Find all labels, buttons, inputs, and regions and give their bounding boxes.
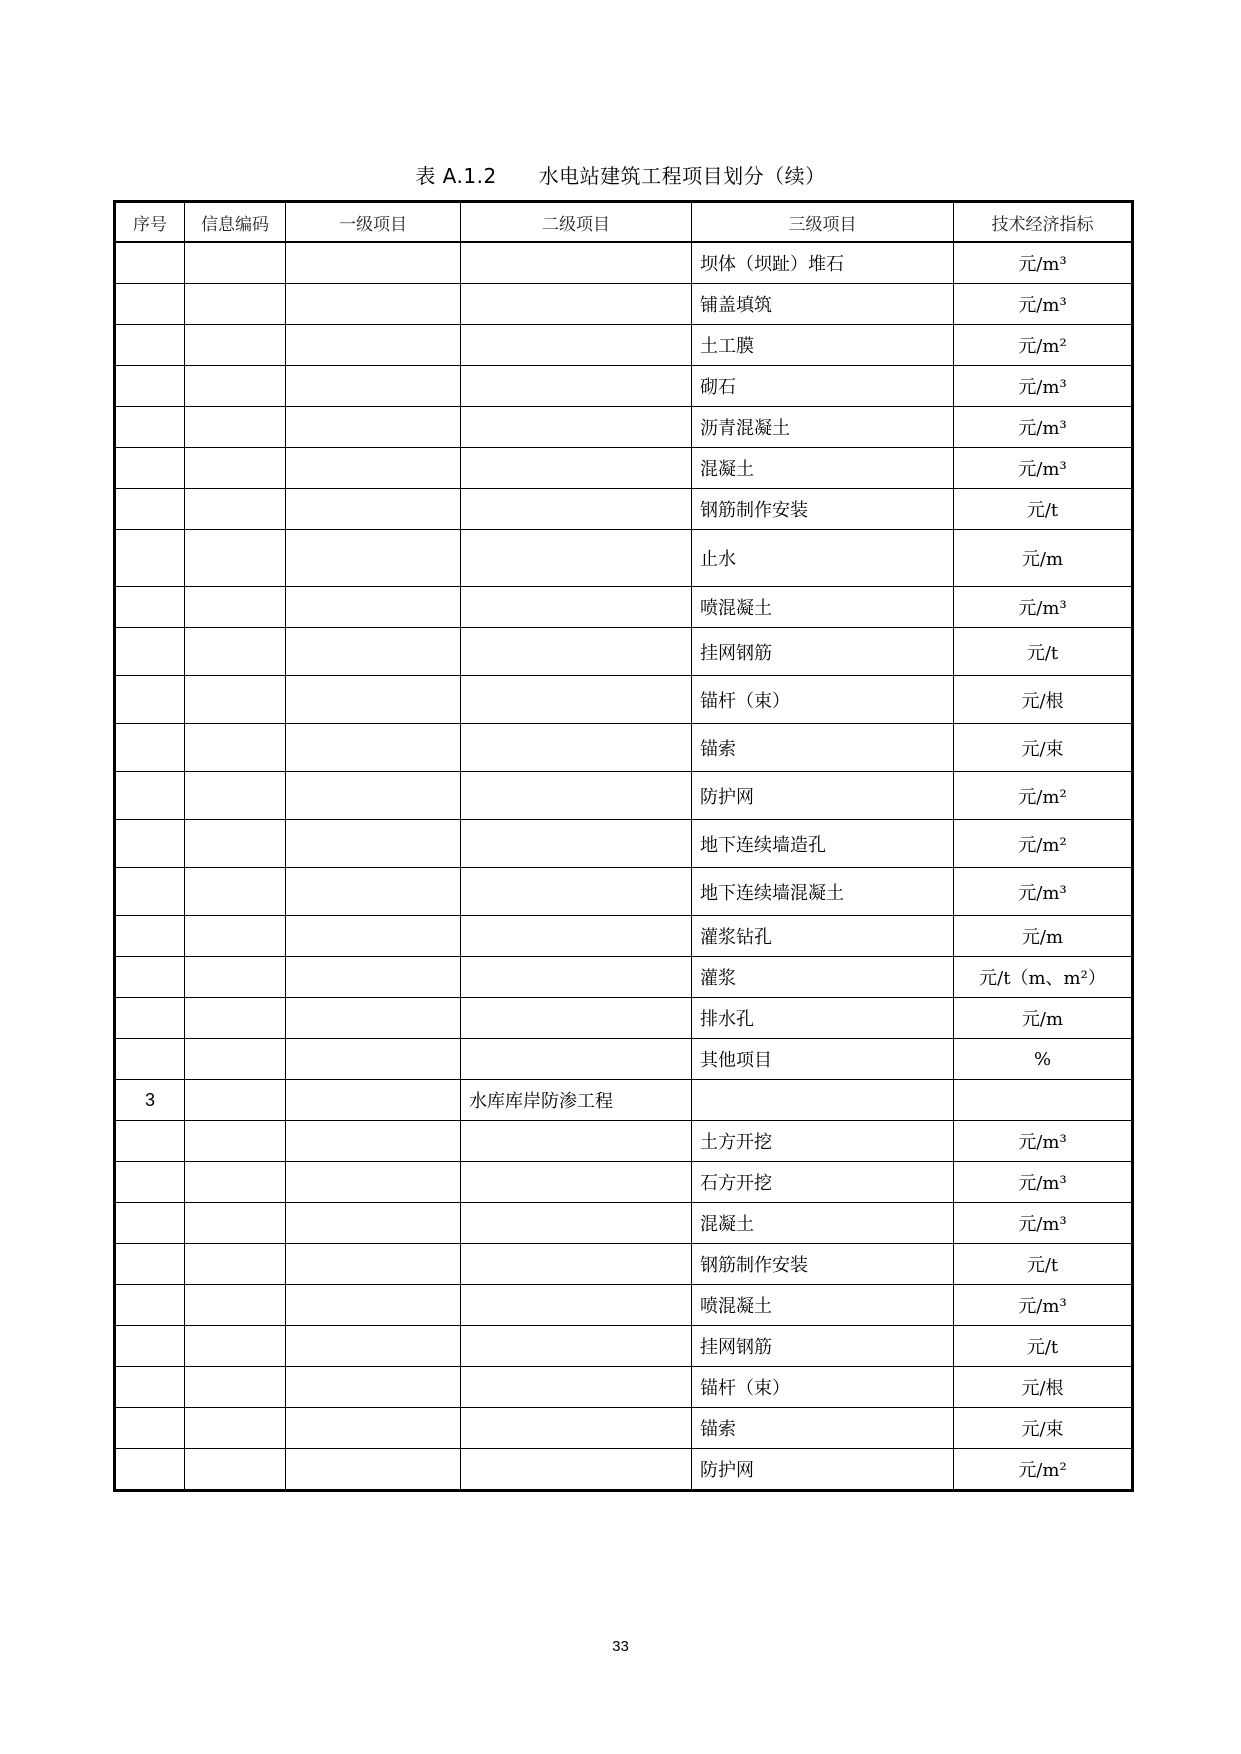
- row-level2: [461, 587, 692, 628]
- row-level2: [461, 1285, 692, 1326]
- table-row: [115, 325, 1133, 366]
- row-seq: [115, 587, 185, 628]
- header-info-code: 信息编码: [185, 202, 286, 243]
- row-seq: [115, 1244, 185, 1285]
- row-level1: [286, 1326, 461, 1367]
- row-level3: 挂网钢筋: [692, 628, 954, 676]
- table-row: [115, 1162, 1133, 1203]
- row-info-code: [185, 628, 286, 676]
- row-seq: [115, 1326, 185, 1367]
- table-row: [115, 820, 1133, 868]
- row-indicator: 元/t: [954, 489, 1133, 530]
- row-seq: [115, 1162, 185, 1203]
- row-seq: 3: [115, 1080, 185, 1121]
- row-level2: [461, 628, 692, 676]
- row-indicator: %: [954, 1039, 1133, 1080]
- row-level2: [461, 366, 692, 407]
- header-indicator: 技术经济指标: [954, 202, 1133, 243]
- row-level1: [286, 530, 461, 587]
- row-seq: [115, 1203, 185, 1244]
- row-seq: [115, 489, 185, 530]
- row-info-code: [185, 587, 286, 628]
- table-row: [115, 1080, 1133, 1121]
- row-level2: [461, 1162, 692, 1203]
- row-level3: 锚杆（束）: [692, 1367, 954, 1408]
- row-seq: [115, 916, 185, 957]
- row-seq: [115, 628, 185, 676]
- row-level1: [286, 998, 461, 1039]
- row-level2: [461, 1244, 692, 1285]
- table-row: [115, 916, 1133, 957]
- table-row: [115, 1203, 1133, 1244]
- table-row: [115, 284, 1133, 325]
- table-row: [115, 530, 1133, 587]
- row-level2: [461, 242, 692, 284]
- row-seq: [115, 1367, 185, 1408]
- row-info-code: [185, 489, 286, 530]
- row-level3: 石方开挖: [692, 1162, 954, 1203]
- row-info-code: [185, 998, 286, 1039]
- row-info-code: [185, 530, 286, 587]
- row-level2: [461, 448, 692, 489]
- row-info-code: [185, 916, 286, 957]
- row-seq: [115, 407, 185, 448]
- table-row: [115, 489, 1133, 530]
- row-level1: [286, 724, 461, 772]
- table-row: [115, 998, 1133, 1039]
- row-level1: [286, 1408, 461, 1449]
- row-level2: [461, 1326, 692, 1367]
- header-level3: 三级项目: [692, 202, 954, 243]
- header-seq: 序号: [115, 202, 185, 243]
- row-seq: [115, 242, 185, 284]
- row-seq: [115, 1039, 185, 1080]
- table-number: 表 A.1.2: [415, 164, 497, 188]
- row-level3: 砌石: [692, 366, 954, 407]
- row-level1: [286, 1285, 461, 1326]
- row-indicator: 元/m²: [954, 325, 1133, 366]
- row-info-code: [185, 820, 286, 868]
- table-row: [115, 407, 1133, 448]
- row-level1: [286, 407, 461, 448]
- row-level3: 锚索: [692, 1408, 954, 1449]
- row-indicator: 元/根: [954, 676, 1133, 724]
- row-seq: [115, 1121, 185, 1162]
- row-level3: 喷混凝土: [692, 1285, 954, 1326]
- header-level1: 一级项目: [286, 202, 461, 243]
- table-row: [115, 724, 1133, 772]
- row-level3: 喷混凝土: [692, 587, 954, 628]
- row-level2: [461, 1408, 692, 1449]
- row-info-code: [185, 325, 286, 366]
- row-indicator: 元/根: [954, 1367, 1133, 1408]
- row-seq: [115, 530, 185, 587]
- row-indicator: 元/m³: [954, 1121, 1133, 1162]
- row-indicator: 元/m: [954, 530, 1133, 587]
- row-level2: [461, 724, 692, 772]
- row-level1: [286, 242, 461, 284]
- row-level3: 排水孔: [692, 998, 954, 1039]
- row-info-code: [185, 772, 286, 820]
- table-row: [115, 772, 1133, 820]
- row-indicator: 元/m³: [954, 1203, 1133, 1244]
- row-indicator: 元/m³: [954, 1162, 1133, 1203]
- row-indicator: 元/m: [954, 916, 1133, 957]
- row-seq: [115, 724, 185, 772]
- table-row: [115, 957, 1133, 998]
- row-indicator: 元/m³: [954, 587, 1133, 628]
- row-seq: [115, 325, 185, 366]
- row-level1: [286, 284, 461, 325]
- row-level3: 土工膜: [692, 325, 954, 366]
- table-row: [115, 1408, 1133, 1449]
- row-level1: [286, 1367, 461, 1408]
- row-info-code: [185, 448, 286, 489]
- row-seq: [115, 820, 185, 868]
- row-indicator: 元/t: [954, 628, 1133, 676]
- row-info-code: [185, 1080, 286, 1121]
- table-row: [115, 1367, 1133, 1408]
- row-level1: [286, 676, 461, 724]
- table-row: [115, 366, 1133, 407]
- row-level1: [286, 916, 461, 957]
- row-seq: [115, 1285, 185, 1326]
- row-seq: [115, 676, 185, 724]
- row-seq: [115, 1449, 185, 1491]
- row-level1: [286, 1203, 461, 1244]
- row-indicator: 元/m³: [954, 448, 1133, 489]
- row-level1: [286, 587, 461, 628]
- row-info-code: [185, 676, 286, 724]
- row-seq: [115, 284, 185, 325]
- row-info-code: [185, 1367, 286, 1408]
- row-level2: [461, 676, 692, 724]
- table-row: [115, 587, 1133, 628]
- table-row: [115, 1039, 1133, 1080]
- row-level3: 铺盖填筑: [692, 284, 954, 325]
- row-level1: [286, 489, 461, 530]
- row-level2: [461, 1367, 692, 1408]
- table-header-row: [115, 202, 1133, 243]
- row-indicator: 元/m²: [954, 1449, 1133, 1491]
- row-level2: [461, 820, 692, 868]
- row-level3: 土方开挖: [692, 1121, 954, 1162]
- row-level1: [286, 448, 461, 489]
- row-indicator: 元/m³: [954, 366, 1133, 407]
- row-level3: 灌浆: [692, 957, 954, 998]
- row-level2: [461, 957, 692, 998]
- table-body: [115, 242, 1133, 1491]
- row-level3: 地下连续墙造孔: [692, 820, 954, 868]
- header-level2: 二级项目: [461, 202, 692, 243]
- row-level1: [286, 957, 461, 998]
- row-level2: [461, 1449, 692, 1491]
- row-indicator: 元/m³: [954, 868, 1133, 916]
- row-info-code: [185, 868, 286, 916]
- row-level1: [286, 1121, 461, 1162]
- row-info-code: [185, 1244, 286, 1285]
- row-seq: [115, 772, 185, 820]
- table-row: [115, 1285, 1133, 1326]
- row-indicator: [954, 1080, 1133, 1121]
- row-info-code: [185, 284, 286, 325]
- row-level3: 锚杆（束）: [692, 676, 954, 724]
- table-row: [115, 448, 1133, 489]
- row-level1: [286, 868, 461, 916]
- row-info-code: [185, 407, 286, 448]
- row-level3: 混凝土: [692, 1203, 954, 1244]
- row-indicator: 元/m³: [954, 284, 1133, 325]
- row-info-code: [185, 1039, 286, 1080]
- row-level2: [461, 530, 692, 587]
- row-indicator: 元/m³: [954, 407, 1133, 448]
- table-row: [115, 628, 1133, 676]
- row-level2: [461, 407, 692, 448]
- row-level2: [461, 1039, 692, 1080]
- row-level3: 止水: [692, 530, 954, 587]
- row-level1: [286, 366, 461, 407]
- row-level1: [286, 628, 461, 676]
- row-level1: [286, 1162, 461, 1203]
- row-level3: 混凝土: [692, 448, 954, 489]
- row-indicator: 元/m²: [954, 820, 1133, 868]
- row-level3: 防护网: [692, 1449, 954, 1491]
- row-seq: [115, 998, 185, 1039]
- table-caption: [0, 160, 1241, 189]
- row-level3: 坝体（坝趾）堆石: [692, 242, 954, 284]
- row-info-code: [185, 366, 286, 407]
- table-title: 水电站建筑工程项目划分（续）: [538, 164, 826, 188]
- table-row: [115, 1449, 1133, 1491]
- row-info-code: [185, 242, 286, 284]
- row-indicator: 元/束: [954, 724, 1133, 772]
- row-level1: [286, 1449, 461, 1491]
- row-level3: 灌浆钻孔: [692, 916, 954, 957]
- row-info-code: [185, 1162, 286, 1203]
- row-level3: 其他项目: [692, 1039, 954, 1080]
- table-row: [115, 242, 1133, 284]
- row-indicator: 元/t: [954, 1326, 1133, 1367]
- row-level2: [461, 916, 692, 957]
- row-level2: [461, 284, 692, 325]
- row-level1: [286, 772, 461, 820]
- row-level2: [461, 998, 692, 1039]
- row-level3: 地下连续墙混凝土: [692, 868, 954, 916]
- row-info-code: [185, 1121, 286, 1162]
- row-level3: [692, 1080, 954, 1121]
- row-indicator: 元/t: [954, 1244, 1133, 1285]
- table-row: [115, 676, 1133, 724]
- row-level1: [286, 1080, 461, 1121]
- row-level3: 钢筋制作安装: [692, 1244, 954, 1285]
- row-level2: [461, 1203, 692, 1244]
- row-level2: 水库库岸防渗工程: [461, 1080, 692, 1121]
- row-indicator: 元/m: [954, 998, 1133, 1039]
- row-seq: [115, 1408, 185, 1449]
- row-level2: [461, 868, 692, 916]
- row-level3: 挂网钢筋: [692, 1326, 954, 1367]
- row-level1: [286, 1244, 461, 1285]
- row-level3: 沥青混凝土: [692, 407, 954, 448]
- row-info-code: [185, 1449, 286, 1491]
- table-row: [115, 1121, 1133, 1162]
- page-number: 33: [612, 1638, 629, 1655]
- row-level3: 锚索: [692, 724, 954, 772]
- row-level2: [461, 1121, 692, 1162]
- row-seq: [115, 957, 185, 998]
- row-seq: [115, 448, 185, 489]
- project-division-table: [113, 200, 1134, 1492]
- row-seq: [115, 366, 185, 407]
- row-indicator: 元/m³: [954, 1285, 1133, 1326]
- row-level2: [461, 489, 692, 530]
- row-level3: 钢筋制作安装: [692, 489, 954, 530]
- row-indicator: 元/t（m、m²）: [954, 957, 1133, 998]
- row-level1: [286, 820, 461, 868]
- row-level1: [286, 1039, 461, 1080]
- row-seq: [115, 868, 185, 916]
- row-info-code: [185, 1203, 286, 1244]
- row-level2: [461, 325, 692, 366]
- table-row: [115, 868, 1133, 916]
- row-indicator: 元/m³: [954, 242, 1133, 284]
- row-info-code: [185, 1326, 286, 1367]
- table-row: [115, 1326, 1133, 1367]
- row-indicator: 元/m²: [954, 772, 1133, 820]
- row-info-code: [185, 1285, 286, 1326]
- table-row: [115, 1244, 1133, 1285]
- row-level2: [461, 772, 692, 820]
- row-info-code: [185, 724, 286, 772]
- row-level1: [286, 325, 461, 366]
- row-level3: 防护网: [692, 772, 954, 820]
- row-indicator: 元/束: [954, 1408, 1133, 1449]
- row-info-code: [185, 1408, 286, 1449]
- row-info-code: [185, 957, 286, 998]
